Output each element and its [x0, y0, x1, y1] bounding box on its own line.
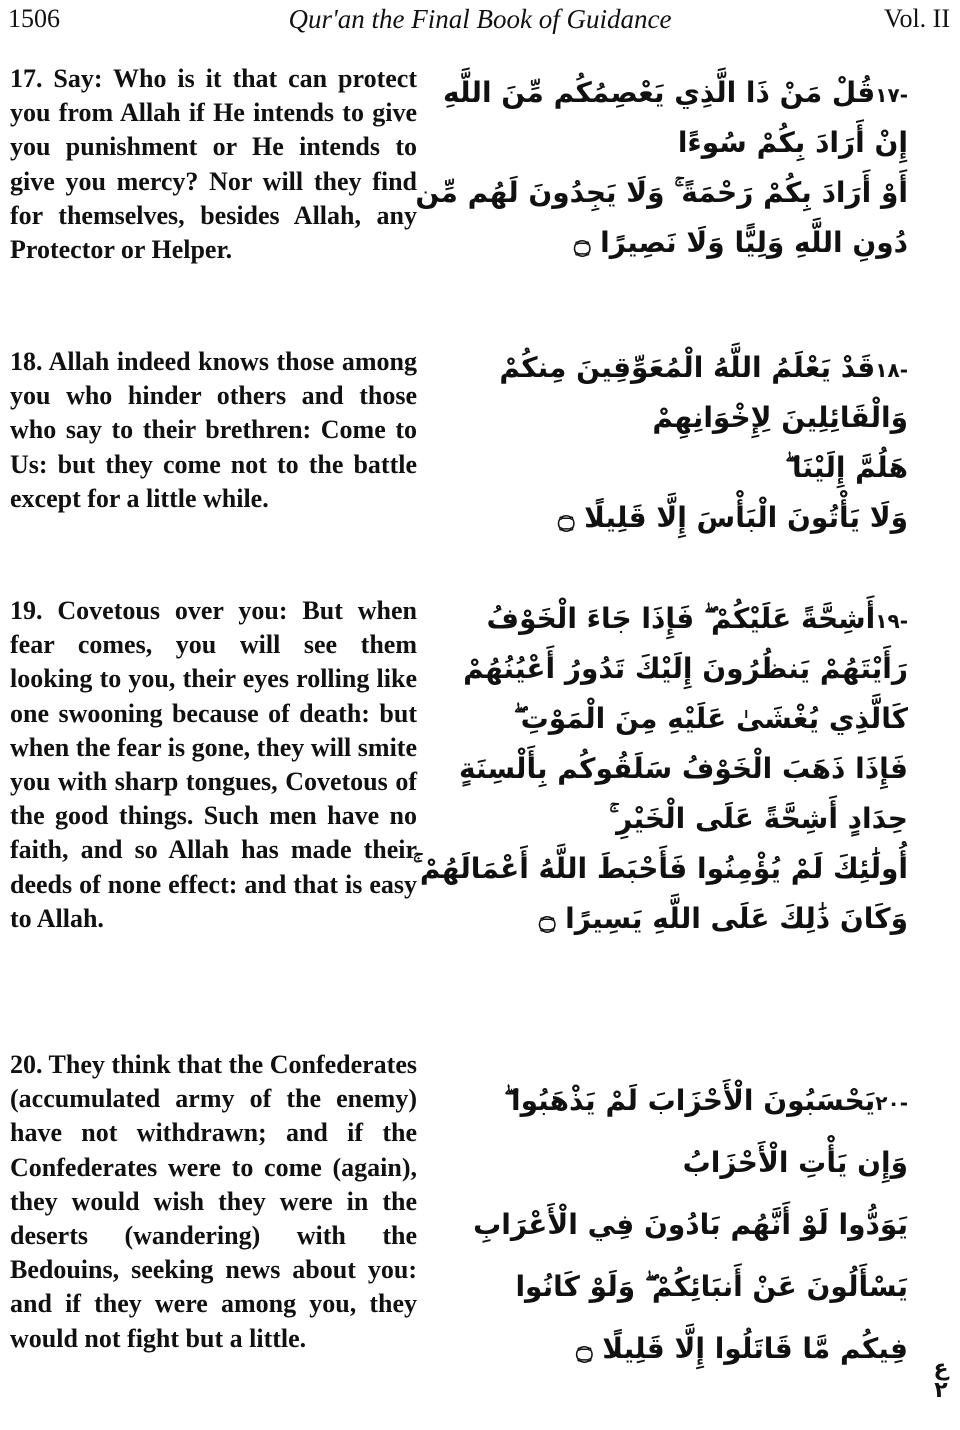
verse-english-text: 18. Allah indeed knows those among you who hinder others and those who say to their brethren: Come to Us: but they come not to the battle except for a little while.: [10, 347, 417, 513]
verse-english-text: 17. Say: Who is it that can protect you from Allah if He intends to give you punishment or He intends to give you mercy? Nor will they find for themselves, besides Allah, any Protector or Helper.: [10, 64, 417, 265]
book-title: Qur'an the Final Book of Guidance: [288, 4, 672, 34]
verse-english-text: 19. Covetous over you: But when fear comes, you will see them looking to you, their eyes rolling like one swooning because of death: but when the fear is gone, they will smite you with sharp tongues, Covetous of the good things. Such men have no faith, and so Allah has made their deeds of none effect: and that is easy to Allah.: [10, 596, 417, 933]
arabic-line: -١٨قَدْ يَعْلَمُ اللَّهُ الْمُعَوِّقِينَ مِنكُمْ: [499, 351, 908, 384]
arabic-line: -٢٠يَحْسَبُونَ الْأَحْزَابَ لَمْ يَذْهَبُوا ۖ: [504, 1084, 908, 1117]
arabic-line: وَالْقَائِلِينَ لِإِخْوَانِهِمْ: [652, 401, 908, 434]
arabic-line: أَوْ أَرَادَ بِكُمْ رَحْمَةً ۚ وَلَا يَجِدُونَ لَهُم مِّن: [415, 176, 908, 209]
arabic-line: وَلَا يَأْتُونَ الْبَأْسَ إِلَّا قَلِيلًا ۝: [558, 501, 908, 534]
arabic-line: -١٧قُلْ مَنْ ذَا الَّذِي يَعْصِمُكُم مِّنَ اللَّهِ: [443, 76, 908, 109]
arabic-line: يَوَدُّوا لَوْ أَنَّهُم بَادُونَ فِي الْأَعْرَابِ: [473, 1208, 908, 1241]
arabic-line: دُونِ اللَّهِ وَلِيًّا وَلَا نَصِيرًا ۝: [573, 226, 908, 259]
arabic-line: فَإِذَا ذَهَبَ الْخَوْفُ سَلَقُوكُم بِأَلْسِنَةٍ: [459, 752, 908, 785]
verse-arabic-text: [470, 343, 908, 543]
arabic-line: يَسْأَلُونَ عَنْ أَنبَائِكُمْ ۖ وَلَوْ كَانُوا: [515, 1270, 908, 1303]
arabic-line: وَإِن يَأْتِ الْأَحْزَابُ: [682, 1146, 908, 1179]
verse-arabic-text: [412, 594, 908, 944]
verse-number-arabic: -١٩: [875, 609, 908, 633]
arabic-line: فِيكُم مَّا قَاتَلُوا إِلَّا قَلِيلًا ۝: [576, 1332, 908, 1365]
verse-arabic-text: [470, 1070, 908, 1380]
verse-number-arabic: -١٧: [875, 83, 908, 107]
verse-number-arabic: -٢٠: [875, 1091, 908, 1115]
arabic-line: حِدَادٍ أَشِحَّةً عَلَى الْخَيْرِ ۚ: [609, 802, 908, 835]
volume-label: Vol. II: [884, 4, 950, 33]
arabic-line: أُولَٰئِكَ لَمْ يُؤْمِنُوا فَأَحْبَطَ اللَّهُ أَعْمَالَهُمْ ۚ: [412, 852, 908, 885]
arabic-line: وَكَانَ ذَٰلِكَ عَلَى اللَّهِ يَسِيرًا ۝: [538, 902, 908, 935]
arabic-line: هَلُمَّ إِلَيْنَا ۖ: [784, 451, 908, 484]
verse-arabic-text: [415, 68, 908, 268]
arabic-line: إِنْ أَرَادَ بِكُمْ سُوءًا: [677, 126, 908, 159]
page-header: [0, 0, 960, 40]
arabic-line: -١٩أَشِحَّةً عَلَيْكُمْ ۖ فَإِذَا جَاءَ الْخَوْفُ: [486, 602, 908, 635]
arabic-line: رَأَيْتَهُمْ يَنظُرُونَ إِلَيْكَ تَدُورُ أَعْيُنُهُمْ: [463, 652, 908, 685]
verse-number-arabic: -١٨: [875, 358, 908, 382]
ruku-marker: ع ٢: [933, 1356, 949, 1403]
arabic-line: كَالَّذِي يُغْشَىٰ عَلَيْهِ مِنَ الْمَوْتِ ۖ: [513, 702, 908, 735]
page-number: 1506: [8, 4, 60, 33]
verse-english-text: 20. They think that the Confederates (accumulated army of the enemy) have not withdrawn; and if the Confederates were to come (again), they would wish they were in the deserts (wandering) with the Bedouins, seeking news about you: and if they were among you, they would not fight but a little.: [10, 1050, 417, 1353]
